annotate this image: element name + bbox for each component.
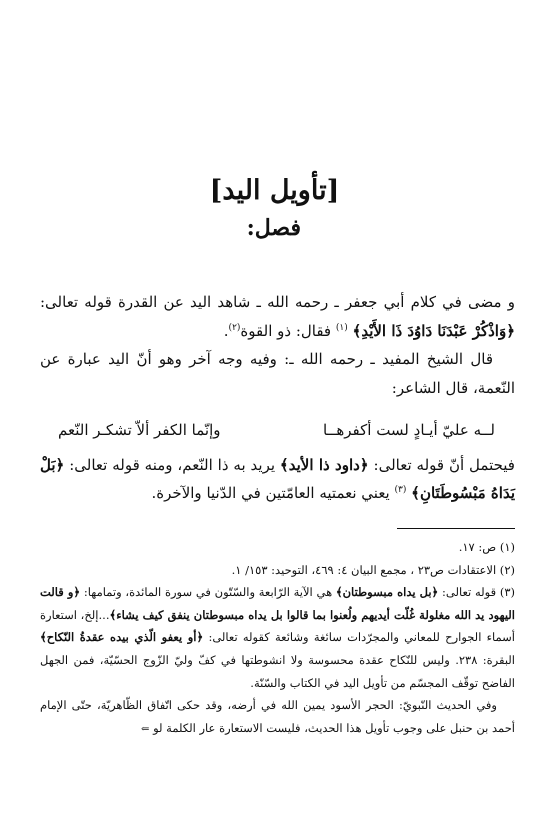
footnote-3-continuation — [40, 694, 515, 741]
footnote-3-verse-2: ﴿و قالت اليهود يد الله مغلولة غُلّت أيديهم ولُعنوا بما قالوا بل يداه مبسوطتان ينفق كيف يشاء﴾ — [40, 585, 515, 622]
footnote-3-text-d: البقرة: ٢٣٨. وليس للنّكاح عقدة محسوسة ولا انشوطتها في كفّ وليّ الزّوج الحسّيّة، فمن الجهل الفاضح توقّف المجسّم من تأويل اليد في الكتاب والسّنّة. — [40, 652, 515, 690]
footnote-3-text-b: هي الآية الرّابعة والسّتّون في سورة المائدة، وتمامها: — [80, 585, 336, 600]
footnote-ref-1: (١) — [335, 322, 348, 333]
paragraph-3-end: يعني نعمتيه العامّتين في الدّنيا والآخرة. — [151, 484, 395, 502]
footnote-3-text-e: وفي الحديث النّبويّ: الحجر الأسود يمين الله في أرضه، وقد حكى اتّفاق الظّاهريّة، حتّى الإمام أحمد بن حنبل على وجوب تأويل هذا الحديث، فليست الاستعارة عار الكلمة لو — [40, 698, 515, 735]
paragraph-1 — [40, 288, 515, 345]
footnote-3-verse-3: ﴿أو يعفو الّذي بيده عقدةُ النّكاح﴾ — [40, 630, 204, 645]
footnote-ref-2: (٢) — [228, 322, 241, 333]
main-text — [40, 288, 515, 508]
section-subtitle: فصل: — [246, 215, 301, 241]
quran-verse-dawud: ﴿وَاذْكُرْ عَبْدَنَا دَاوُدَ ذَا الأَيْدِ﴾ — [352, 321, 515, 340]
footnotes — [40, 536, 515, 741]
footnote-1: (١) ص: ١٧. — [458, 540, 515, 554]
paragraph-1-end: . — [223, 321, 229, 340]
footnote-3 — [40, 581, 515, 694]
footnote-2: (٢) الاعتقادات ص٢٣ ، مجمع البيان ٤: ٤٦٩، التوحيد: ١٥٣/ ١. — [231, 562, 515, 577]
chapter-title: [تأويل اليد] — [209, 175, 340, 206]
quran-verse-yadahu: ﴿بَلْ يَدَاهُ مَبْسُوطَتَانِ﴾ — [40, 455, 515, 502]
quran-verse-dawud-short: ﴿داود ذا الأيد﴾ — [279, 455, 369, 474]
footnote-3-text-c: ...إلخ، استعارة أسماء الجوارح للمعاني والمجرّدات سائغة وشائعة كقوله تعالى: — [40, 607, 515, 645]
poem-verse — [40, 416, 515, 445]
footnote-divider — [397, 528, 515, 529]
paragraph-3 — [40, 451, 515, 508]
poem-hemistich-right: لــه عليّ أيـادٍ لست أكفرهــا — [322, 421, 495, 439]
continue-arrow-icon: ⇐ — [141, 723, 150, 735]
paragraph-1-rest: فقال: ذو القوة — [240, 321, 336, 340]
paragraph-3-mid: يريد به ذا النّعم، ومنه قوله تعالى: — [64, 455, 280, 474]
footnote-3-intro: (٣) قوله تعالى: — [438, 585, 515, 600]
paragraph-2: قال الشيخ المفيد ـ رحمه الله ـ: وفيه وجه آخر وهو أنّ اليد عبارة عن النّعمة، قال الشاعر: — [40, 350, 515, 397]
poem-hemistich-left: وإنّما الكفر ألاّ تشكـر النّعم — [58, 421, 221, 439]
footnote-3-verse-1: ﴿بل يداه مبسوطتان﴾ — [335, 585, 439, 600]
paragraph-3-start: فيحتمل أنّ قوله تعالى: — [368, 455, 515, 474]
paragraph-1-line-1: و مضى في كلام أبي جعفر ـ رحمه الله ـ شاهد اليد عن القدرة قوله تعالى: — [40, 293, 515, 311]
footnote-ref-3: (٣) — [394, 485, 407, 495]
